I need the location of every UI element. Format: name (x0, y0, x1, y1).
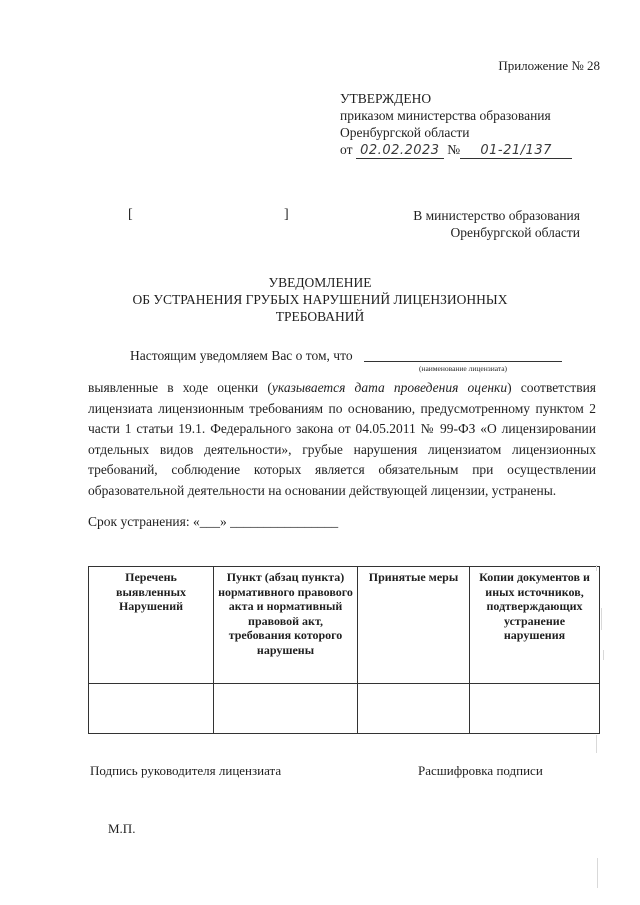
body-part-1: выявленные в ходе оценки ( (88, 380, 272, 395)
table-header-row (89, 567, 600, 684)
body-part-2: ) соответствия лицензиата лицензионным требованиям по основанию, предусмотренному пунктом 2 части 1 статьи 19.1. Федерального закона от 04.05.2011 № 99-ФЗ «О лицензировании отдельных видов деятельности», грубые нарушения лицензиатом лицензионных требований, соблюдение которых является обязательным при осуществлении образовательной деятельности на основании действующей лицензии, устранены. (88, 380, 596, 498)
table-cell[interactable] (358, 684, 470, 734)
addressee-line-1: В министерство образования (413, 208, 580, 223)
document-title (100, 274, 540, 325)
scan-mark (597, 858, 598, 888)
scan-mark (596, 565, 597, 571)
violations-table (88, 566, 600, 734)
table-row (89, 684, 600, 734)
scan-mark (601, 608, 602, 630)
notice-lead: Настоящим уведомляем Вас о том, что (130, 348, 353, 363)
table-cell[interactable] (214, 684, 358, 734)
approval-line-2: Оренбургской области (340, 125, 470, 140)
approval-date: 02.02.2023 (356, 143, 444, 159)
body-paragraph (88, 378, 596, 501)
addressee-line-2: Оренбургской области (450, 225, 580, 240)
title-line-3: ТРЕБОВАНИЙ (275, 309, 365, 324)
approval-block (340, 90, 572, 159)
header-measures-taken: Принятые меры (358, 567, 470, 684)
header-supporting-documents: Копии документов и иных источников, подтверждающих устранение нарушения (470, 567, 600, 684)
appendix-number: Приложение № 28 (498, 58, 600, 73)
approval-heading: УТВЕРЖДЕНО (340, 91, 432, 106)
scan-mark (603, 650, 604, 660)
approval-line-1: приказом министерства образования (340, 108, 551, 123)
bracket-close: ] (284, 207, 289, 222)
table-cell[interactable] (89, 684, 214, 734)
approval-date-line (340, 141, 572, 159)
table-cell[interactable] (470, 684, 600, 734)
scan-mark (596, 735, 597, 753)
signature-decoding-label: Расшифровка подписи (418, 763, 543, 778)
stamp-place-label: М.П. (108, 821, 136, 836)
number-prefix: № (447, 142, 461, 157)
header-legal-clause: Пункт (абзац пункта) нормативного правового акта и нормативный правовой акт, требования которого нарушены (214, 567, 358, 684)
licensee-name-line (364, 361, 562, 362)
deadline-line: Срок устранения: «___» ________________ (88, 514, 339, 529)
title-line-1: УВЕДОМЛЕНИЕ (268, 275, 372, 290)
header-violations-list: Перечень выявленных Нарушений (89, 567, 214, 684)
date-prefix: от (340, 142, 353, 157)
addressee-block (390, 207, 580, 241)
bracket-open: [ (128, 207, 133, 222)
title-line-2: ОБ УСТРАНЕНИЯ ГРУБЫХ НАРУШЕНИЙ ЛИЦЕНЗИОННЫХ (132, 292, 508, 307)
approval-number: 01-21/137 (460, 143, 572, 159)
signature-label: Подпись руководителя лицензиата (90, 763, 282, 778)
body-italic: указывается дата проведения оценки (271, 380, 508, 395)
licensee-name-caption: (наименование лицензиата) (418, 364, 508, 373)
